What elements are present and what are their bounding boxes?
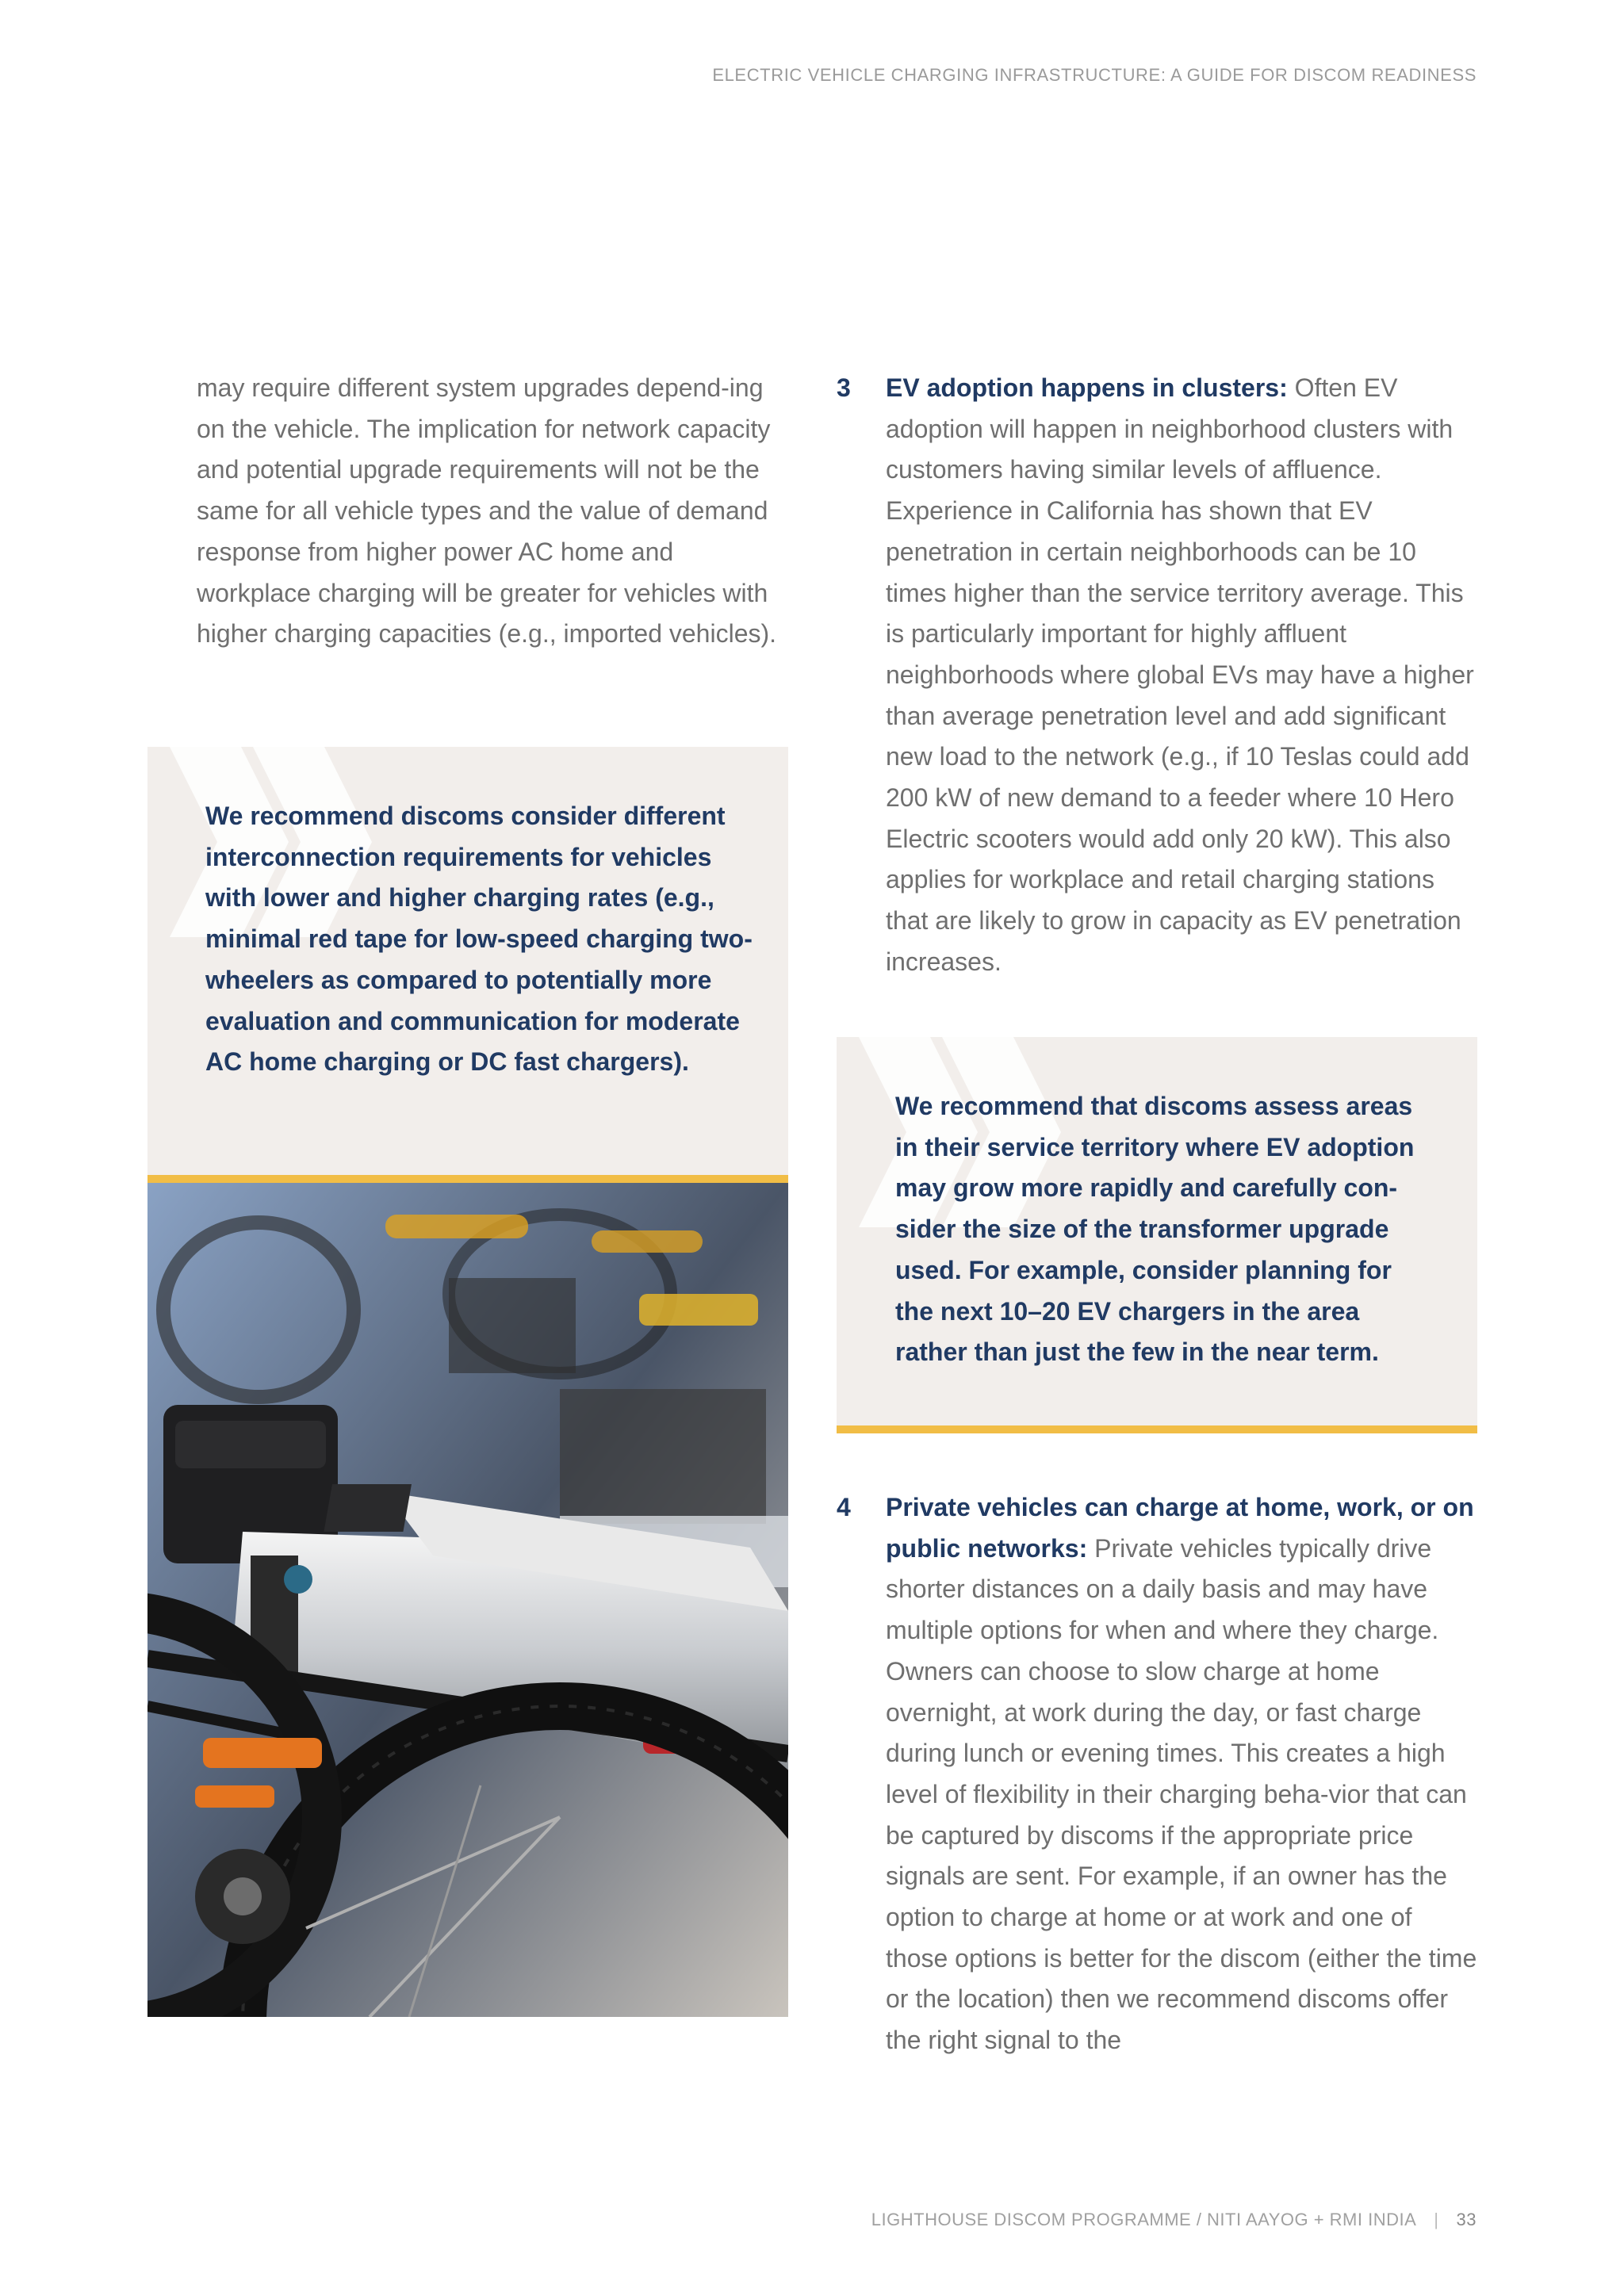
accent-bar	[147, 1175, 788, 1183]
list-item-text: Often EV adoption will happen in neighborhood clusters with customers having similar levels of affluence. Experience in California has shown that EV penetration in certain neighborhoods can be 10 times higher than the service territory average. This is particularly important for highly affluent neighborhoods where global EVs may have a higher than average penetration level and add significant new load to the network (e.g., if 10 Teslas could add 200 kW of new demand to a feeder where 10 Hero Electric scooters would add only 20 kW). This also applies for workplace and retail charging stations that are likely to grow in capacity as EV penetration increases.	[886, 373, 1474, 976]
page-number: 33	[1456, 2210, 1477, 2229]
callout-text: We recommend discoms consider different interconnection requirements for vehicles with lower and higher charging rates (e.g., minimal red tape for low-speed charging two-wheelers as compared to potentially more evaluation and communication for moderate AC home charging or DC fast chargers).	[205, 802, 753, 1077]
list-item-number: 3	[837, 373, 851, 402]
list-item-number: 4	[837, 1493, 851, 1521]
list-item-lead: Private vehicles can charge at home, work, or on public networks:	[886, 1493, 1474, 1563]
footer-separator: |	[1434, 2210, 1439, 2229]
running-header: ELECTRIC VEHICLE CHARGING INFRASTRUCTURE: A GUIDE FOR DISCOM READINESS	[712, 65, 1477, 85]
left-column-paragraph: may require different system upgrades depend-ing on the vehicle. The implication for network capacity and potential upgrade requirements will not be the same for all vehicle types and the value of demand response from higher power AC home and workplace charging will be greater for vehicles with higher charging capacities (e.g., imported vehicles).	[197, 373, 777, 649]
list-item-3	[837, 368, 1477, 983]
list-item-4	[837, 1487, 1477, 2061]
callout-text: We recommend that discoms assess areas in their service territory where EV adoption may grow more rapidly and carefully con-sider the size of the transformer upgrade used. For example, consider planning for the next 10–20 EV chargers in the area rather than just the few in the near term.	[895, 1092, 1415, 1367]
recommendation-callout-left	[147, 747, 788, 1175]
recommendation-callout-right	[837, 1037, 1477, 1425]
footer-publisher: LIGHTHOUSE DISCOM PROGRAMME / NITI AAYOG + RMI INDIA	[871, 2210, 1417, 2229]
electric-bicycles-photo	[147, 1183, 788, 2017]
list-item-text: Private vehicles typically drive shorter distances on a daily basis and may have multiple options for when and where they charge. Owners can choose to slow charge at home overnight, at work during the day, or fast charge during lunch or evening times. This creates a high level of flexibility in their charging beha-vior that can be captured by discoms if the appropriate price signals are sent. For example, if an owner has the option to charge at home or at work and one of those options is better for the discom (either the time or the location) then we recommend discoms offer the right signal to the	[886, 1533, 1477, 2055]
accent-bar	[837, 1425, 1477, 1433]
list-item-lead: EV adoption happens in clusters:	[886, 373, 1288, 402]
page-footer	[871, 2210, 1477, 2230]
